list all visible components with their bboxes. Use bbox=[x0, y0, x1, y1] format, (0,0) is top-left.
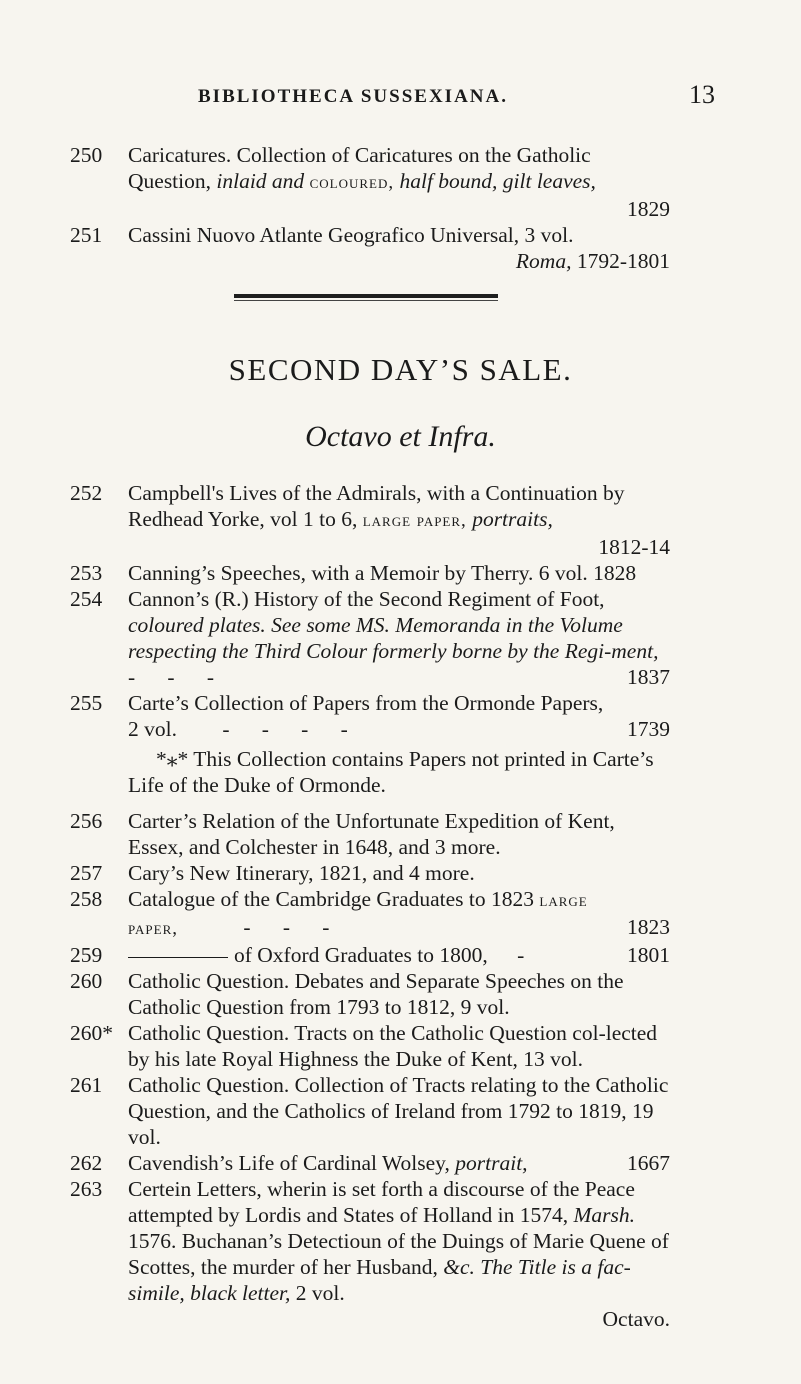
lot-format: Octavo. bbox=[602, 1307, 670, 1331]
lot-date: 1801 bbox=[627, 943, 670, 967]
lot-text: Carte’s Collection of Papers from the Ormonde Papers, bbox=[128, 691, 604, 715]
lot-entry bbox=[70, 142, 670, 222]
lot-description bbox=[128, 142, 670, 196]
lot-description bbox=[128, 1176, 670, 1306]
section-title: SECOND DAY’S SALE. bbox=[228, 352, 573, 387]
leader-dashes: - - - bbox=[128, 665, 214, 689]
lot-number: 252 bbox=[70, 481, 103, 505]
lot-number: 254 bbox=[70, 587, 103, 611]
lot-number: 251 bbox=[70, 223, 103, 247]
section-rule bbox=[234, 294, 498, 298]
lot-description: Catholic Question. Tracts on the Catholic Question col-lected by his late Royal Highness the Duke of Kent, 13 vol. bbox=[128, 1021, 658, 1071]
lot-entry bbox=[70, 942, 670, 968]
lot-entry bbox=[70, 886, 670, 942]
lot-description: Catholic Question. Collection of Tracts relating to the Catholic Question, and the Catholics of Ireland from 1792 to 1819, 19 vol. bbox=[128, 1073, 669, 1149]
lot-entry bbox=[70, 690, 670, 742]
lot-place: Roma, bbox=[515, 249, 572, 273]
lot-number: 259 bbox=[70, 943, 103, 967]
lot-description: Cassini Nuovo Atlante Geografico Universal, 3 vol. bbox=[128, 223, 574, 247]
lot-italic: portrait, bbox=[455, 1151, 528, 1175]
lot-smallcaps: coloured, bbox=[309, 172, 395, 193]
lot-number: 262 bbox=[70, 1151, 103, 1175]
lot-date: 1792-1801 bbox=[576, 249, 670, 273]
lot-text: 2 vol. bbox=[295, 1281, 345, 1305]
lot-date: 1812-14 bbox=[598, 535, 670, 559]
lot-date: 1823 bbox=[627, 915, 670, 939]
lot-description: Catholic Question. Debates and Separate Speeches on the Catholic Question from 1793 to 1812, 9 vol. bbox=[128, 969, 624, 1019]
lot-number: 250 bbox=[70, 143, 103, 167]
note-text: This Collection contains Papers not printed in Carte’s Life of the Duke of Ormonde. bbox=[128, 747, 654, 797]
lot-entry bbox=[70, 968, 670, 1020]
section-subtitle: Octavo et Infra. bbox=[305, 420, 496, 453]
lot-entry bbox=[70, 586, 670, 690]
lot-description bbox=[128, 1150, 670, 1176]
lot-entry bbox=[70, 1072, 670, 1150]
lot-number: 260* bbox=[70, 1021, 113, 1045]
lot-italic: &c. The Title is a fac-simile, black letter, bbox=[128, 1255, 631, 1305]
lot-text: Certein Letters, wherin is set forth a discourse of the Peace attempted by Lordis and States of Holland in 1574, bbox=[128, 1177, 635, 1227]
lot-number: 260 bbox=[70, 969, 103, 993]
lot-note bbox=[70, 746, 670, 798]
leader-dashes: - bbox=[517, 943, 525, 967]
lot-entry bbox=[70, 1020, 670, 1072]
lot-italic: inlaid and bbox=[216, 169, 305, 193]
lot-entry bbox=[70, 480, 670, 560]
lot-italic: coloured plates. See some MS. Memoranda in the Volume respecting the Third Colour formerly borne by the Regi-ment, bbox=[128, 613, 659, 663]
lot-number: 256 bbox=[70, 809, 103, 833]
lot-entry bbox=[70, 860, 670, 886]
lot-entry bbox=[70, 222, 670, 274]
lot-smallcaps: large paper, bbox=[362, 510, 467, 531]
lot-italic: portraits, bbox=[472, 507, 553, 531]
leader-dashes: - - - bbox=[243, 915, 330, 939]
lot-date: 1837 bbox=[627, 665, 670, 689]
lot-description bbox=[128, 690, 670, 742]
lot-entry bbox=[70, 808, 670, 860]
lot-description: Cary’s New Itinerary, 1821, and 4 more. bbox=[128, 861, 475, 885]
lot-smallcaps: paper, bbox=[128, 918, 179, 939]
lot-text: Catalogue of the Cambridge Graduates to 1823 bbox=[128, 887, 535, 911]
lot-text: of Oxford Graduates to 1800, bbox=[234, 943, 488, 967]
lot-text: Campbell's Lives of the Admirals, with a Continuation by Redhead Yorke, vol 1 to 6, bbox=[128, 481, 625, 531]
lot-description bbox=[128, 886, 670, 942]
lot-description bbox=[128, 480, 670, 534]
lot-description bbox=[128, 942, 670, 968]
note-mark: *⁎* bbox=[156, 747, 189, 771]
running-title: BIBLIOTHECA SUSSEXIANA. bbox=[198, 86, 508, 107]
running-head bbox=[0, 72, 801, 112]
lot-list bbox=[70, 480, 670, 1332]
leader-dashes: - - - - bbox=[222, 717, 348, 741]
lot-number: 261 bbox=[70, 1073, 103, 1097]
ditto-rule bbox=[128, 957, 228, 958]
lot-italic: Marsh. bbox=[573, 1203, 635, 1227]
lot-number: 253 bbox=[70, 561, 103, 585]
lot-number: 263 bbox=[70, 1177, 103, 1201]
lot-text: 2 vol. bbox=[128, 717, 177, 741]
lot-entry bbox=[70, 1150, 670, 1176]
lot-number: 257 bbox=[70, 861, 103, 885]
lot-italic: half bound, gilt leaves, bbox=[399, 169, 596, 193]
lot-imprint bbox=[128, 248, 670, 274]
lot-description: Carter’s Relation of the Unfortunate Expedition of Kent, Essex, and Colchester in 1648, and 3 more. bbox=[128, 809, 615, 859]
lot-text: Cannon’s (R.) History of the Second Regiment of Foot, bbox=[128, 587, 605, 611]
lot-description: Canning’s Speeches, with a Memoir by Therry. 6 vol. 1828 bbox=[128, 561, 637, 585]
lot-entry bbox=[70, 1176, 670, 1332]
lot-text: Cavendish’s Life of Cardinal Wolsey, bbox=[128, 1151, 450, 1175]
lot-number: 255 bbox=[70, 691, 103, 715]
section-rule-thin bbox=[234, 300, 498, 301]
lot-date: 1829 bbox=[627, 197, 670, 221]
lot-date: 1667 bbox=[627, 1151, 670, 1175]
lot-smallcaps: large bbox=[539, 890, 588, 911]
page-number: 13 bbox=[689, 80, 715, 109]
lot-date: 1739 bbox=[627, 717, 670, 741]
lot-description bbox=[128, 586, 670, 690]
lot-text: 1576. Buchanan’s Detectioun of the Duings of Marie Quene of Scottes, the murder of her Husband, bbox=[128, 1229, 669, 1279]
lot-number: 258 bbox=[70, 887, 103, 911]
top-entries bbox=[70, 142, 670, 274]
lot-text: Caricatures. Collection of Caricatures on the Gatholic Question, bbox=[128, 143, 591, 193]
lot-entry bbox=[70, 560, 670, 586]
